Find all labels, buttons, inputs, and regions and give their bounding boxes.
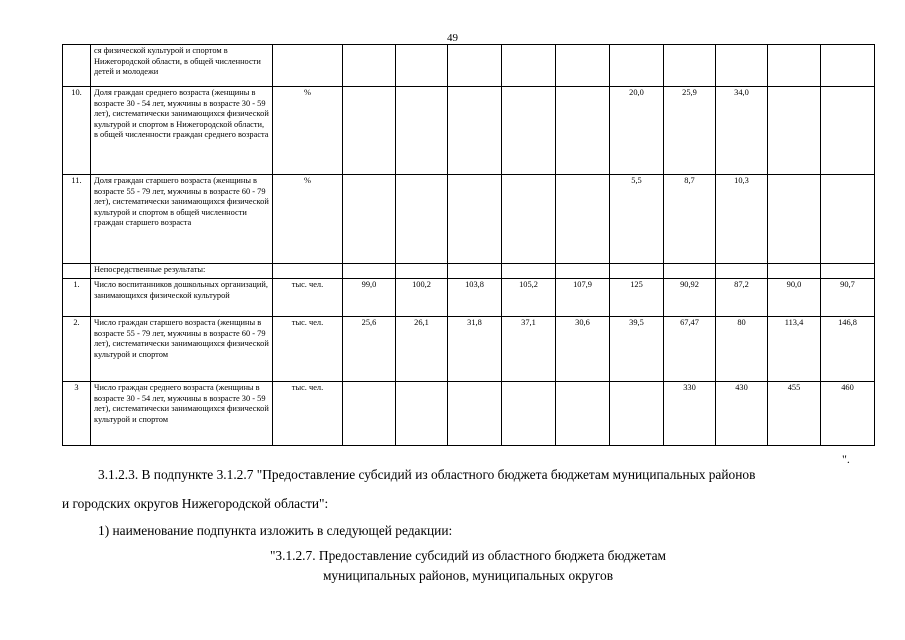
value-cell [343,175,396,264]
indicator-name: Число граждан среднего возраста (женщины в возрасте 30 - 54 лет, мужчины в возрасте 30 - 59 лет), систематически занимающихся физической культурой и спортом [91,382,273,446]
value-cell: 5,5 [610,175,664,264]
value-cell [610,45,664,87]
value-cell [448,175,502,264]
value-cell: 25,9 [664,87,716,175]
value-cell: 8,7 [664,175,716,264]
table-row [63,279,875,317]
value-cell [716,45,768,87]
value-cell: 67,47 [664,317,716,382]
value-cell [821,175,875,264]
unit-cell [273,45,343,87]
value-cell: 90,0 [768,279,821,317]
value-cell [343,87,396,175]
value-cell [664,45,716,87]
indicator-name: Число воспитанников дошкольных организаций, занимающихся физической культурой [91,279,273,317]
value-cell: 30,6 [556,317,610,382]
value-cell [556,45,610,87]
value-cell: 113,4 [768,317,821,382]
row-number: 10. [63,87,91,175]
value-cell: 90,7 [821,279,875,317]
value-cell: 26,1 [396,317,448,382]
closing-quote: ". [842,452,850,466]
value-cell [343,264,396,279]
value-cell: 31,8 [448,317,502,382]
value-cell: 80 [716,317,768,382]
value-cell [821,45,875,87]
row-number [63,45,91,87]
row-number: 3 [63,382,91,446]
value-cell: 87,2 [716,279,768,317]
indicator-name: Число граждан старшего возраста (женщины в возрасте 55 - 79 лет, мужчины в возрасте 60 - 79 лет), систематически занимающихся физической культурой и спортом [91,317,273,382]
value-cell [396,264,448,279]
value-cell [556,382,610,446]
unit-cell: % [273,87,343,175]
value-cell: 34,0 [716,87,768,175]
value-cell: 100,2 [396,279,448,317]
value-cell: 25,6 [343,317,396,382]
value-cell: 146,8 [821,317,875,382]
value-cell: 125 [610,279,664,317]
indicator-name: Непосредственные результаты: [91,264,273,279]
paragraph-item-1: 1) наименование подпункта изложить в следующей редакции: [98,523,453,538]
row-number: 11. [63,175,91,264]
value-cell: 430 [716,382,768,446]
value-cell: 39,5 [610,317,664,382]
paragraph-new-title: "3.1.2.7. Предоставление субсидий из областного бюджета бюджетам [269,548,667,563]
value-cell: 455 [768,382,821,446]
value-cell [343,382,396,446]
value-cell: 99,0 [343,279,396,317]
value-cell: 105,2 [502,279,556,317]
table-row [63,264,875,279]
indicator-name: Доля граждан среднего возраста (женщины в возрасте 30 - 54 лет, мужчины в возрасте 30 - 59 лет), систематически занимающихся физической культурой и спортом в Нижегородской области, в общей численности граждан среднего возраста [91,87,273,175]
paragraph-subsidies: 3.1.2.3. В подпункте 3.1.2.7 "Предоставление субсидий из областного бюджета бюджетам муниципальных районов [98,467,756,482]
value-cell [768,175,821,264]
indicators-table [62,44,875,446]
unit-cell: % [273,175,343,264]
value-cell: 107,9 [556,279,610,317]
table-row [63,382,875,446]
unit-cell: тыс. чел. [273,279,343,317]
unit-cell [273,264,343,279]
value-cell [556,87,610,175]
value-cell [664,264,716,279]
value-cell [821,264,875,279]
row-number [63,264,91,279]
table-row [63,317,875,382]
value-cell [502,175,556,264]
value-cell: 10,3 [716,175,768,264]
value-cell [448,382,502,446]
value-cell [396,45,448,87]
page-number: 49 [447,32,458,44]
indicator-name: ся физической культурой и спортом в Нижегородской области, в общей численности детей и молодежи [91,45,273,87]
value-cell: 103,8 [448,279,502,317]
value-cell [343,45,396,87]
row-number: 1. [63,279,91,317]
value-cell [396,175,448,264]
value-cell [768,264,821,279]
value-cell [502,87,556,175]
table-row [63,175,875,264]
value-cell [448,45,502,87]
value-cell [502,45,556,87]
value-cell: 20,0 [610,87,664,175]
paragraph-new-title-continued: муниципальных районов, муниципальных округов [322,568,614,583]
value-cell [821,87,875,175]
value-cell [556,175,610,264]
table-row [63,87,875,175]
value-cell [448,87,502,175]
value-cell: 90,92 [664,279,716,317]
value-cell [502,382,556,446]
indicator-name: Доля граждан старшего возраста (женщины в возрасте 55 - 79 лет, мужчины в возрасте 60 - 79 лет), систематически занимающихся физической культурой и спортом в общей численности граждан старшего возраста [91,175,273,264]
value-cell [716,264,768,279]
table-row [63,45,875,87]
value-cell [768,45,821,87]
value-cell [396,87,448,175]
value-cell [396,382,448,446]
value-cell [610,382,664,446]
paragraph-subsidies-continued: и городских округов Нижегородской области": [62,496,329,511]
value-cell [556,264,610,279]
value-cell [502,264,556,279]
value-cell [610,264,664,279]
value-cell [448,264,502,279]
value-cell: 460 [821,382,875,446]
row-number: 2. [63,317,91,382]
value-cell: 330 [664,382,716,446]
unit-cell: тыс. чел. [273,382,343,446]
unit-cell: тыс. чел. [273,317,343,382]
value-cell [768,87,821,175]
value-cell: 37,1 [502,317,556,382]
